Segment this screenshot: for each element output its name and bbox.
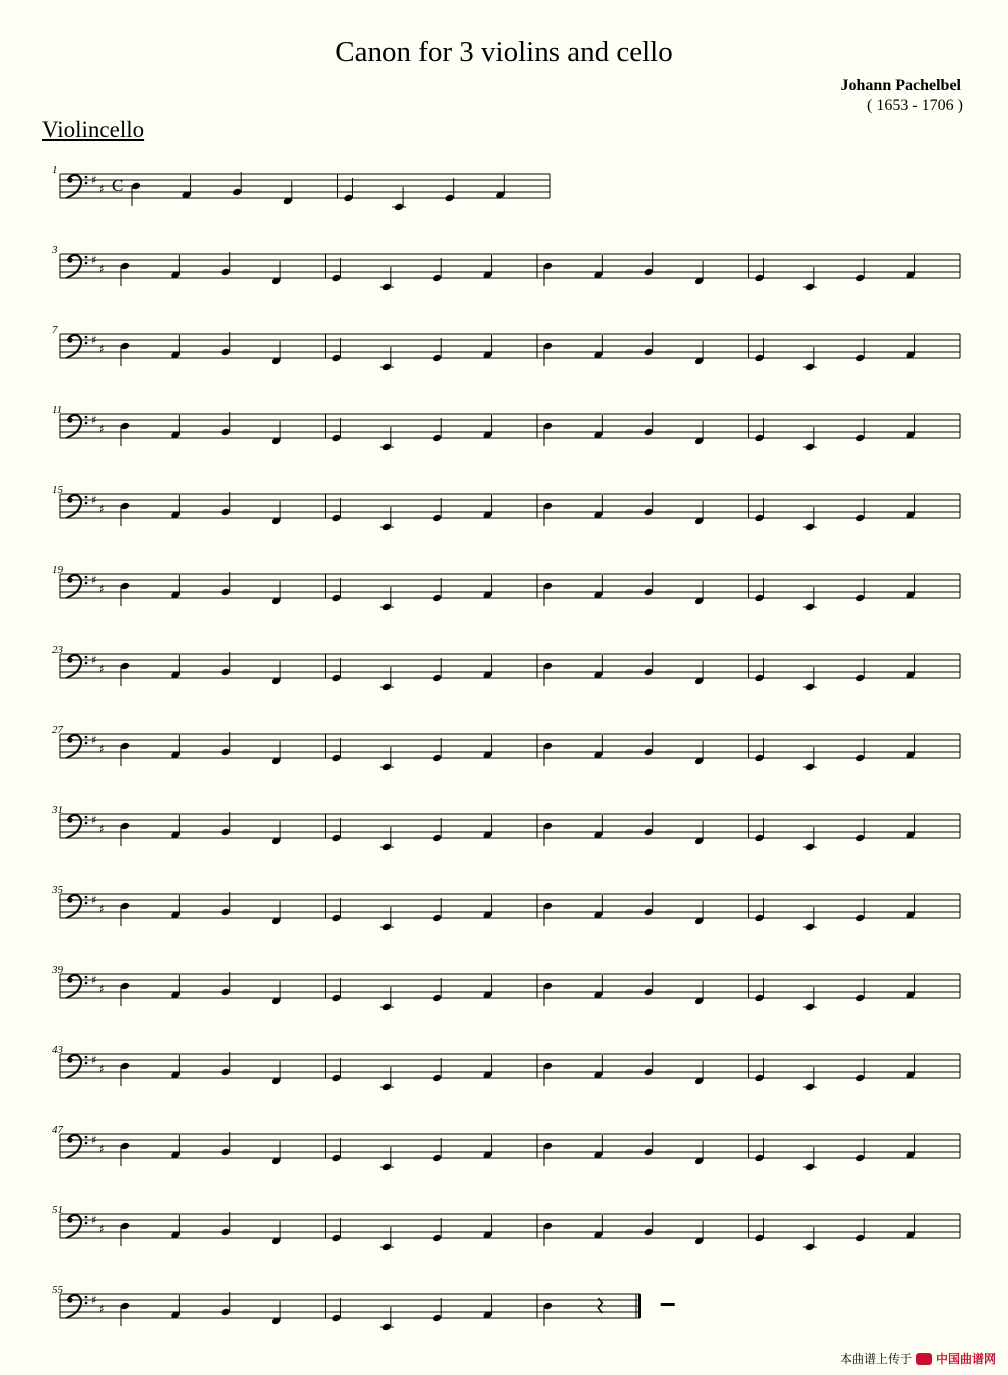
measure-number: 35	[52, 884, 63, 896]
bass-clef-dot	[85, 416, 88, 419]
bass-clef-dot	[85, 656, 88, 659]
bass-clef-dot	[85, 422, 88, 425]
bass-clef-dot	[85, 742, 88, 745]
sharp-icon: ♯	[91, 493, 97, 507]
composer-dates: ( 1653 - 1706 )	[867, 97, 963, 114]
sharp-icon: ♯	[91, 413, 97, 427]
bass-clef-icon	[66, 175, 81, 198]
bass-clef-icon	[66, 975, 81, 998]
bass-clef-dot	[85, 502, 88, 505]
bass-clef-dot	[85, 902, 88, 905]
sharp-icon: ♯	[99, 1222, 105, 1236]
upload-text: 本曲谱上传于	[839, 1352, 912, 1366]
measure-number: 19	[52, 564, 63, 576]
bass-clef-dot	[85, 262, 88, 265]
measure-number: 1	[52, 164, 58, 176]
bass-clef-dot	[85, 176, 88, 179]
measure-number: 39	[52, 964, 63, 976]
bass-clef-icon	[66, 415, 81, 438]
bass-clef-icon	[66, 1135, 81, 1158]
bass-clef-icon	[66, 575, 81, 598]
measure-number: 43	[52, 1044, 63, 1056]
sharp-icon: ♯	[99, 662, 105, 676]
bass-clef-dot	[85, 816, 88, 819]
sharp-icon: ♯	[99, 422, 105, 436]
sharp-icon: ♯	[91, 1133, 97, 1147]
sharp-icon: ♯	[91, 573, 97, 587]
bass-clef-dot	[85, 1296, 88, 1299]
bass-clef-icon	[66, 895, 81, 918]
sharp-icon: ♯	[91, 1053, 97, 1067]
sharp-icon: ♯	[99, 1062, 105, 1076]
sharp-icon: ♯	[99, 502, 105, 516]
sharp-icon: ♯	[91, 893, 97, 907]
bass-clef-icon	[66, 255, 81, 278]
measure-number: 15	[52, 484, 63, 496]
bass-clef-dot	[85, 336, 88, 339]
footer-credit	[840, 1350, 996, 1367]
sharp-icon: ♯	[91, 1213, 97, 1227]
sharp-icon: ♯	[99, 182, 105, 196]
measure-number: 7	[52, 324, 58, 336]
measure-number: 11	[52, 404, 63, 416]
measure-number: 23	[52, 644, 63, 656]
site-name: 中国曲谱网	[935, 1352, 996, 1366]
sharp-icon: ♯	[91, 333, 97, 347]
site-logo-icon	[916, 1353, 932, 1365]
measure-number: 47	[52, 1124, 63, 1136]
bass-clef-dot	[85, 1062, 88, 1065]
bass-clef-icon	[66, 1055, 81, 1078]
measure-number: 3	[52, 244, 58, 256]
bass-clef-icon	[66, 495, 81, 518]
sharp-icon: ♯	[99, 982, 105, 996]
sharp-icon: ♯	[99, 1302, 105, 1316]
bass-clef-dot	[85, 1302, 88, 1305]
sharp-icon: ♯	[91, 173, 97, 187]
bass-clef-icon	[66, 655, 81, 678]
bass-clef-dot	[85, 662, 88, 665]
bass-clef-dot	[85, 342, 88, 345]
final-barline-thick	[638, 1294, 641, 1318]
sharp-icon: ♯	[91, 973, 97, 987]
measure-number: 51	[52, 1204, 63, 1216]
bass-clef-dot	[85, 976, 88, 979]
instrument-name: Violincello	[42, 117, 145, 142]
composer-name: Johann Pachelbel	[840, 77, 961, 94]
bass-clef-dot	[85, 1216, 88, 1219]
bass-clef-dot	[85, 982, 88, 985]
bass-clef-icon	[66, 815, 81, 838]
measure-number: 55	[52, 1284, 63, 1296]
bass-clef-dot	[85, 496, 88, 499]
bass-clef-dot	[85, 576, 88, 579]
bass-clef-dot	[85, 1222, 88, 1225]
bass-clef-dot	[85, 896, 88, 899]
half-rest-icon	[661, 1303, 675, 1306]
sharp-icon: ♯	[99, 262, 105, 276]
sharp-icon: ♯	[99, 582, 105, 596]
bass-clef-dot	[85, 1056, 88, 1059]
bass-clef-dot	[85, 256, 88, 259]
sharp-icon: ♯	[99, 902, 105, 916]
sharp-icon: ♯	[99, 822, 105, 836]
sharp-icon: ♯	[99, 742, 105, 756]
measure-number: 31	[52, 804, 63, 816]
bass-clef-dot	[85, 582, 88, 585]
bass-clef-icon	[66, 1295, 81, 1318]
sharp-icon: ♯	[91, 253, 97, 267]
sharp-icon: ♯	[91, 733, 97, 747]
bass-clef-dot	[85, 1142, 88, 1145]
time-signature: C	[112, 176, 124, 195]
bass-clef-icon	[66, 1215, 81, 1238]
sharp-icon: ♯	[91, 653, 97, 667]
measure-number: 27	[52, 724, 63, 736]
bass-clef-icon	[66, 335, 81, 358]
sharp-icon: ♯	[99, 342, 105, 356]
sharp-icon: ♯	[91, 1293, 97, 1307]
bass-clef-dot	[85, 736, 88, 739]
page-title: Canon for 3 violins and cello	[335, 36, 673, 68]
sharp-icon: ♯	[99, 1142, 105, 1156]
bass-clef-dot	[85, 1136, 88, 1139]
bass-clef-dot	[85, 822, 88, 825]
sharp-icon: ♯	[91, 813, 97, 827]
bass-clef-dot	[85, 182, 88, 185]
bass-clef-icon	[66, 735, 81, 758]
